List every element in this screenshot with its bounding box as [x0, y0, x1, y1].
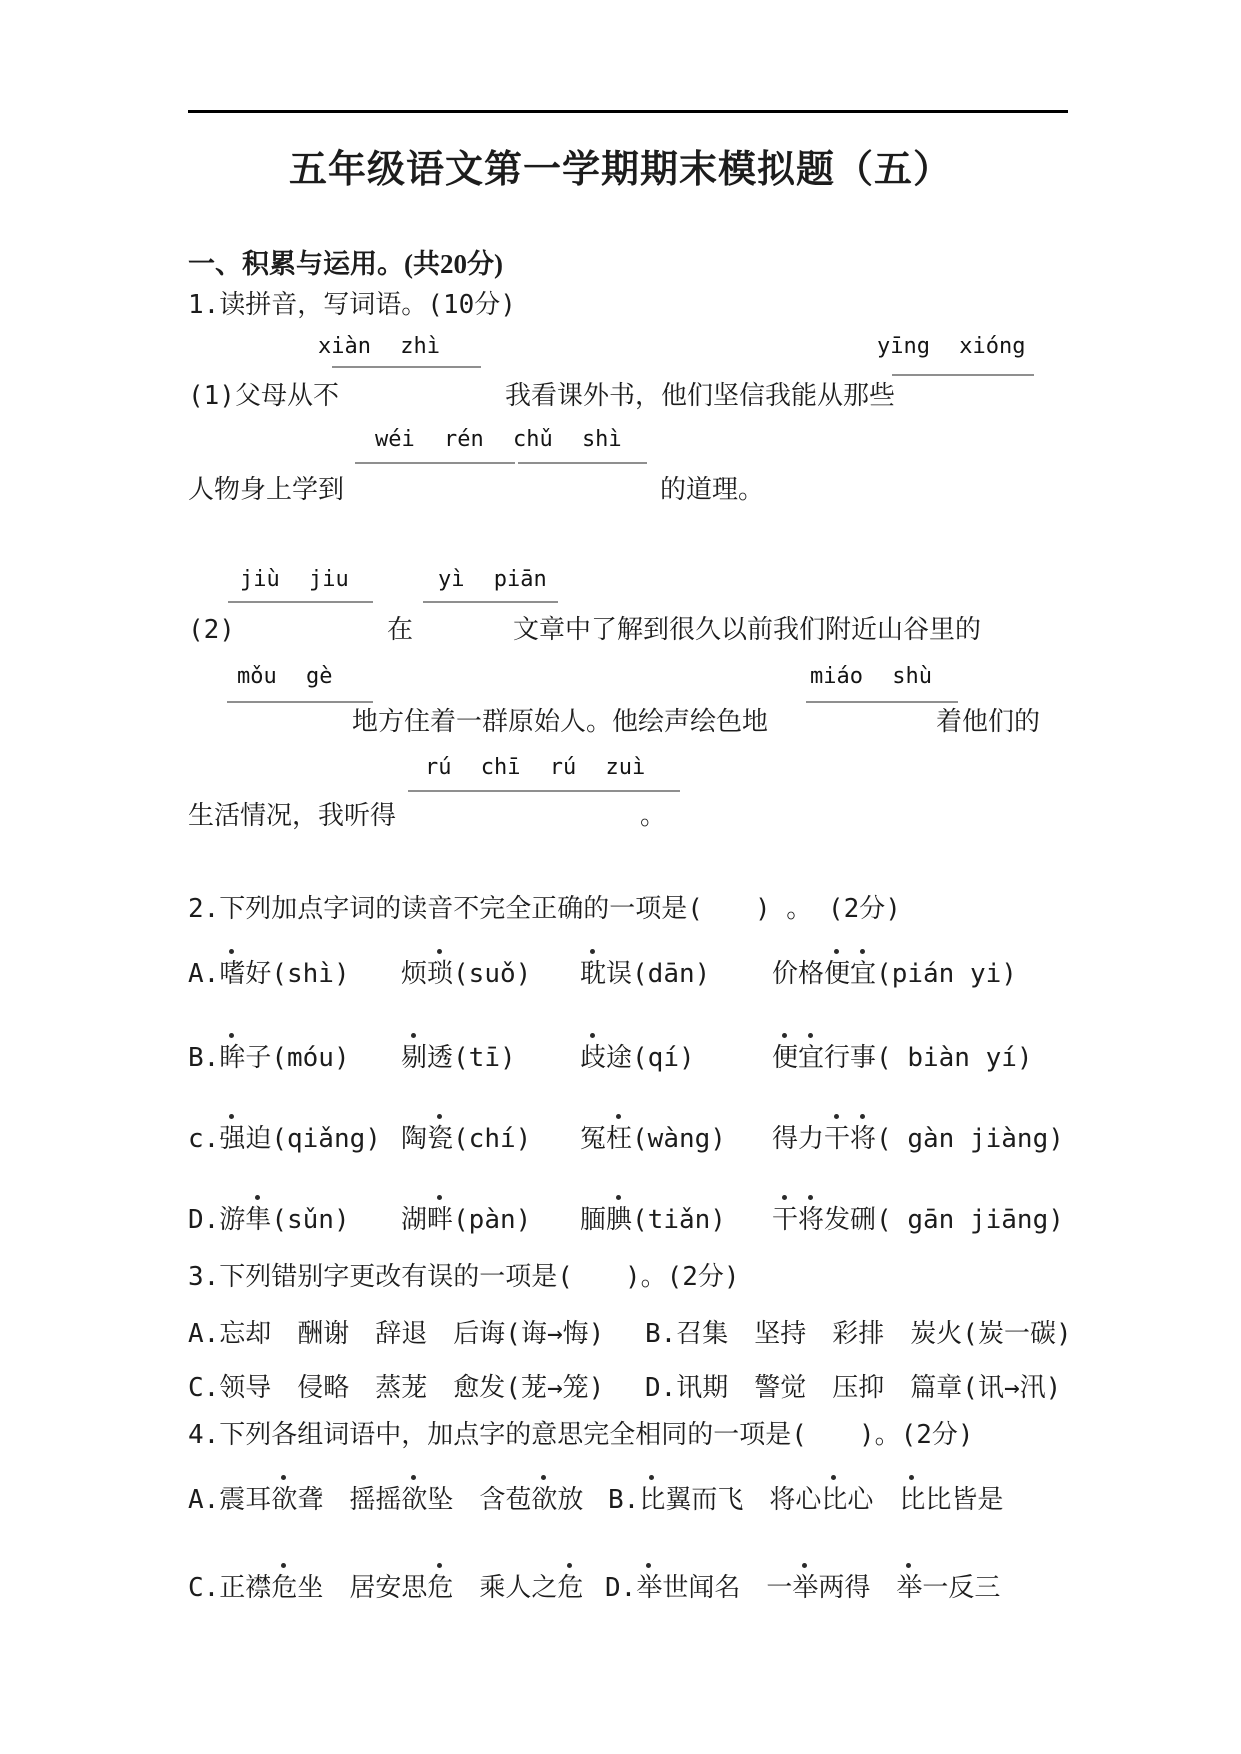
q2-item: 陶瓷(chí) [401, 1124, 532, 1154]
q4-option: B.比翼而飞 将心比心 比比皆是 [608, 1485, 1004, 1515]
q3-option: A.忘却 酬谢 辞退 后诲(诲→悔) [188, 1319, 605, 1349]
answer-blank [518, 462, 647, 464]
q4-option: A.震耳欲聋 摇摇欲坠 含苞欲放 [188, 1485, 584, 1515]
q3-stem: 3.下列错别字更改有误的一项是( )。(2分) [188, 1262, 740, 1292]
q1-pinyin-yingxiong: yīng xióng [877, 334, 1026, 359]
q1-text-9: 着他们的 [936, 707, 1041, 737]
exam-title: 五年级语文第一学期期末模拟题（五） [288, 149, 952, 191]
q2-item: 干将发硎( gān jiāng) [772, 1205, 1064, 1235]
q1-text-4: 的道理。 [660, 475, 765, 505]
q2-item: 价格便宜(pián yi) [772, 959, 1017, 989]
q4-stem: 4.下列各组词语中，加点字的意思完全相同的一项是( )。(2分) [188, 1420, 974, 1450]
q4-option: D.举世闻名 一举两得 举一反三 [605, 1573, 1001, 1603]
q1-stem: 1.读拼音，写词语。(10分) [188, 290, 516, 320]
answer-blank [408, 790, 680, 792]
q2-item: 剔透(tī) [401, 1043, 516, 1073]
answer-blank [355, 462, 515, 464]
q2-item: 湖畔(pàn) [401, 1205, 532, 1235]
q2-item: 耽误(dān) [580, 959, 711, 989]
q3-option: D.讯期 警觉 压抑 篇章(讯→汛) [645, 1373, 1062, 1403]
q1-pinyin-jiujiu: jiù jiu [240, 567, 349, 592]
q1-pinyin-miaoshu: miáo shù [810, 664, 932, 689]
q2-stem: 2.下列加点字词的读音不完全正确的一项是( ) 。 (2分) [188, 894, 901, 924]
q2-item: 腼腆(tiǎn) [580, 1205, 726, 1235]
q2-item: A.嗜好(shì) [188, 959, 350, 989]
q1-text-11: 。 [640, 801, 667, 831]
q1-text-5: (2) [188, 615, 235, 645]
q1-text-3: 人物身上学到 [188, 475, 345, 505]
q1-text-1: (1)父母从不 [188, 381, 339, 411]
top-rule [188, 110, 1068, 113]
q2-item: 歧途(qí) [580, 1043, 695, 1073]
answer-blank [227, 701, 373, 703]
q2-item: 便宜行事( biàn yí) [772, 1043, 1033, 1073]
answer-blank [806, 701, 958, 703]
q2-item: 冤枉(wàng) [580, 1124, 726, 1154]
q1-pinyin-xianzhi: xiàn zhì [318, 334, 440, 359]
answer-blank [892, 374, 1034, 376]
q3-option: B.召集 坚持 彩排 炭火(炭一碳) [645, 1319, 1072, 1349]
q1-pinyin-mouge: mǒu gè [237, 664, 333, 689]
q1-text-7: 文章中了解到很久以前我们附近山谷里的 [513, 615, 982, 645]
q2-item: B.眸子(móu) [188, 1043, 350, 1073]
q4-option: C.正襟危坐 居安思危 乘人之危 [188, 1573, 584, 1603]
q1-pinyin-weirenchushi: wéi rén chǔ shì [375, 427, 622, 452]
q1-text-2: 我看课外书，他们坚信我能从那些 [505, 381, 896, 411]
answer-blank [423, 601, 558, 603]
q3-option: C.领导 侵略 蒸茏 愈发(茏→笼) [188, 1373, 605, 1403]
answer-blank [332, 366, 481, 368]
q2-item: D.游隼(sǔn) [188, 1205, 350, 1235]
q2-item: c.强迫(qiǎng) [188, 1124, 381, 1154]
q1-pinyin-yipian: yì piān [438, 567, 547, 592]
q1-pinyin-ruchiruzui: rú chī rú zuì [425, 755, 646, 780]
q2-item: 烦琐(suǒ) [401, 959, 532, 989]
section-heading: 一、积累与运用。(共20分) [188, 249, 503, 279]
answer-blank [228, 601, 373, 603]
q1-text-8: 地方住着一群原始人。他绘声绘色地 [352, 707, 769, 737]
q1-text-10: 生活情况，我听得 [188, 801, 397, 831]
q2-item: 得力干将( gàn jiàng) [772, 1124, 1064, 1154]
q1-text-6: 在 [387, 615, 414, 645]
